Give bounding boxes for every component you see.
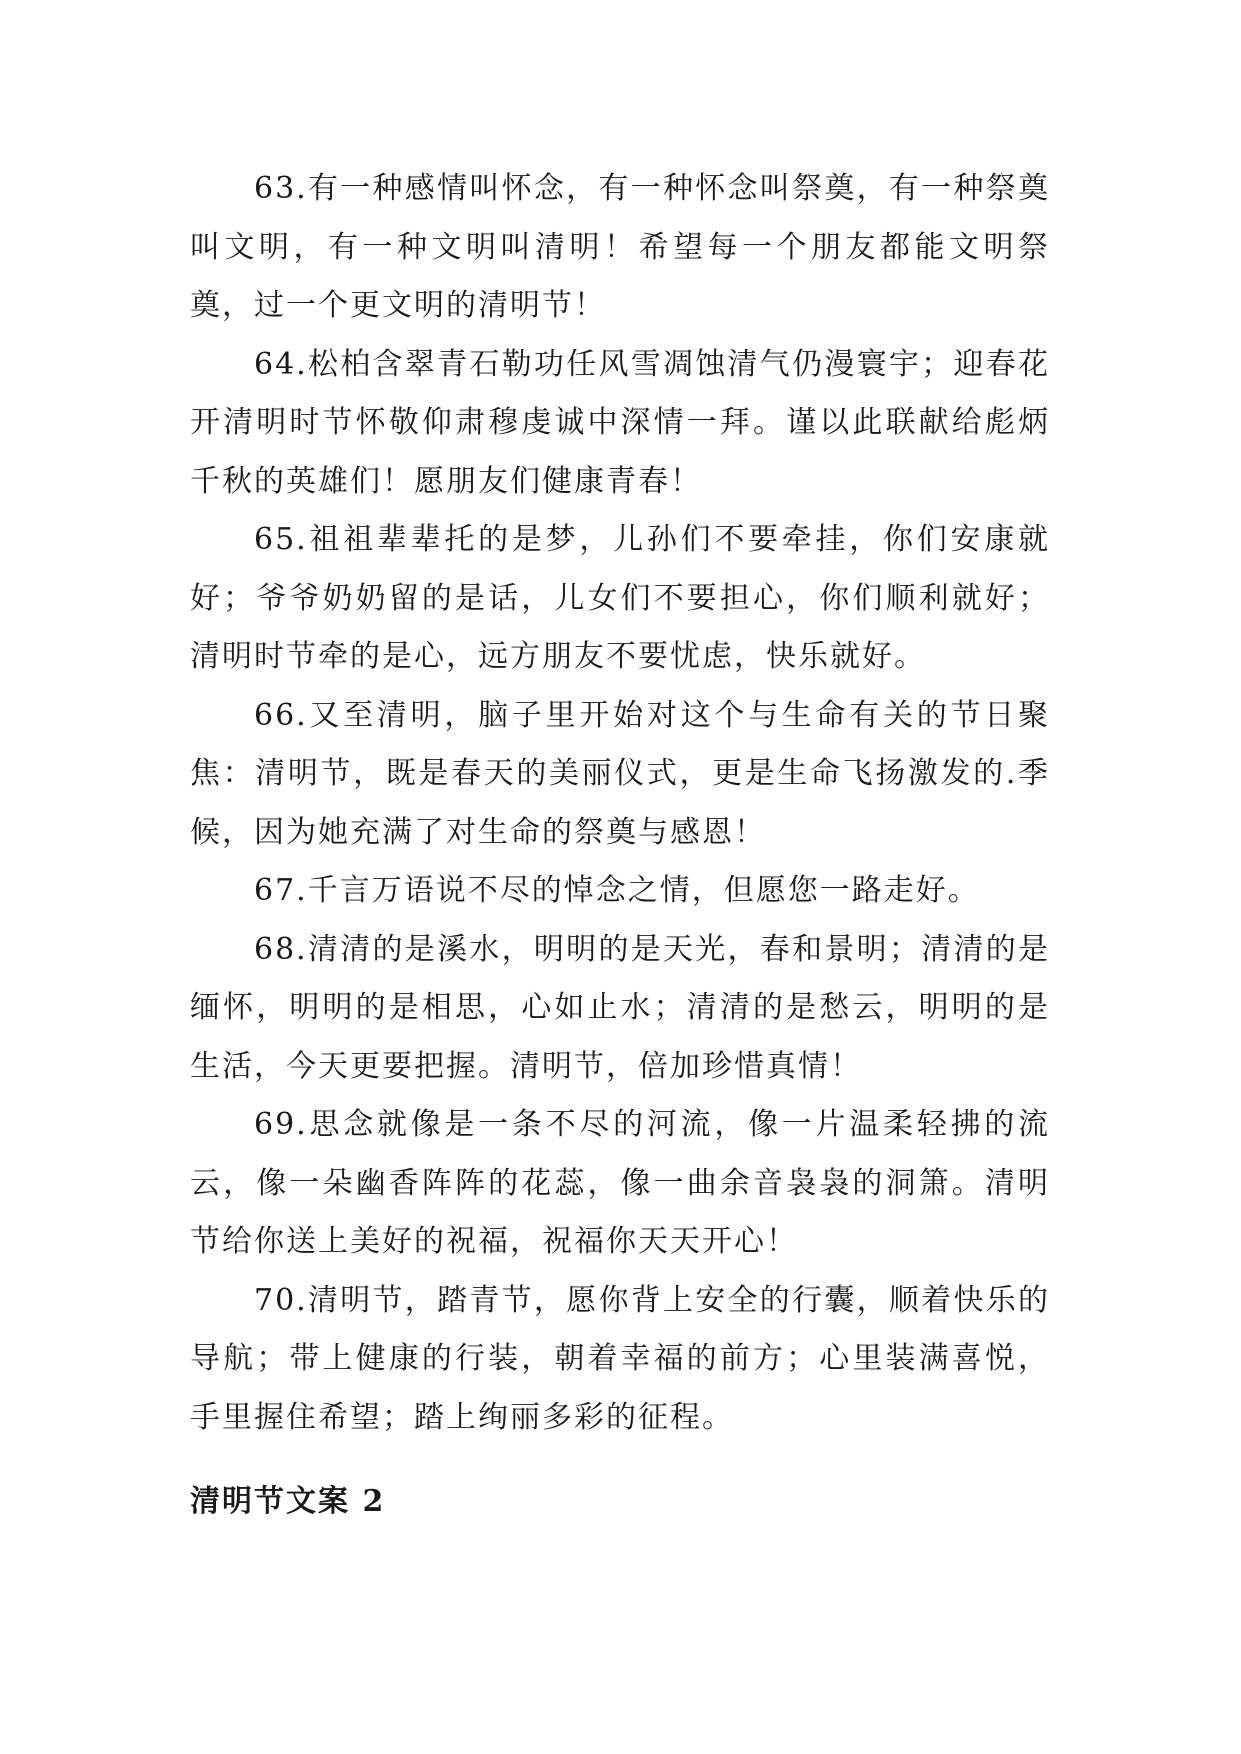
document-body — [190, 160, 1050, 1447]
paragraph-67: 67.千言万语说不尽的悼念之情，但愿您一路走好。 — [254, 873, 980, 908]
paragraph-69: 69.思念就像是一条不尽的河流，像一片温柔轻拂的流云，像一朵幽香阵阵的花蕊，像一曲余音袅袅的洞箫。清明节给你送上美好的祝福，祝福你天天开心！ — [190, 1107, 1050, 1259]
paragraph-64: 64.松柏含翠青石勒功任风雪凋蚀清气仍漫寰宇；迎春花开清明时节怀敬仰肃穆虔诚中深情一拜。谨以此联献给彪炳千秋的英雄们！愿朋友们健康青春！ — [190, 346, 1050, 499]
section-title: 清明节文案 2 — [190, 1484, 386, 1519]
paragraph-65: 65.祖祖辈辈托的是梦，儿孙们不要牵挂，你们安康就好；爷爷奶奶留的是话，儿女们不要担心，你们顺利就好；清明时节牵的是心，远方朋友不要忧虑，快乐就好。 — [190, 522, 1050, 674]
paragraph-70: 70.清明节，踏青节，愿你背上安全的行囊，顺着快乐的导航；带上健康的行装，朝着幸福的前方；心里装满喜悦，手里握住希望；踏上绚丽多彩的征程。 — [190, 1282, 1050, 1435]
paragraph-68: 68.清清的是溪水，明明的是天光，春和景明；清清的是缅怀，明明的是相思，心如止水；清清的是愁云，明明的是生活，今天更要把握。清明节，倍加珍惜真情！ — [190, 931, 1050, 1084]
paragraph-66: 66.又至清明，脑子里开始对这个与生命有关的节日聚焦：清明节，既是春天的美丽仪式，更是生命飞扬激发的.季候，因为她充满了对生命的祭奠与感恩！ — [190, 697, 1050, 850]
paragraph-63: 63.有一种感情叫怀念，有一种怀念叫祭奠，有一种祭奠叫文明，有一种文明叫清明！希望每一个朋友都能文明祭奠，过一个更文明的清明节！ — [190, 171, 1050, 323]
